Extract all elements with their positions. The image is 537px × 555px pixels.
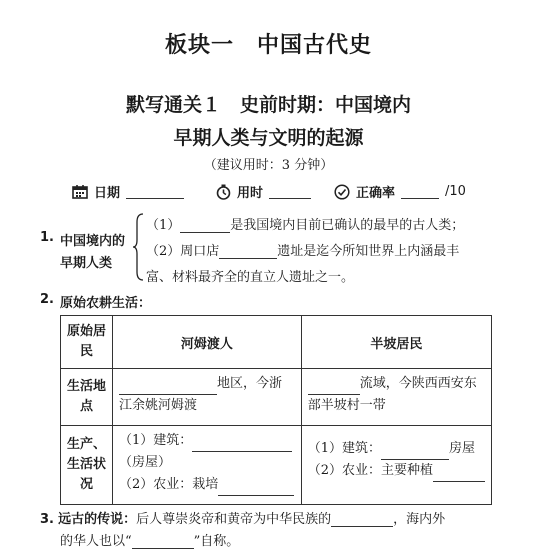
- banpo-production-cell: [301, 426, 491, 505]
- hemudu-location-line2: 江余姚河姆渡: [119, 398, 198, 413]
- q1-blank1[interactable]: [180, 218, 230, 233]
- row-label-location: 生活地点: [61, 369, 113, 426]
- q3-text-part1: 后人尊崇炎帝和黄帝为中华民族的: [136, 512, 332, 527]
- time-field: [216, 182, 311, 201]
- q1-topic-line1: 中国境内的: [60, 234, 126, 249]
- lesson-title-line1: 默写通关１ 史前时期：中国境内: [125, 94, 411, 116]
- banpo-farming-blank[interactable]: [433, 467, 485, 482]
- row-label-production: 生产、生活状况: [61, 426, 113, 505]
- banpo-building-blank[interactable]: [381, 445, 449, 460]
- lesson-title-line2: 早期人类与文明的起源: [173, 127, 364, 149]
- hemudu-farming-blank[interactable]: [218, 481, 294, 496]
- date-label: 日期: [94, 186, 121, 201]
- table-row: [61, 426, 492, 505]
- hemudu-farming-label: （2）农业：栽培: [119, 477, 219, 492]
- q3-line2: [60, 530, 239, 549]
- header-banpo: 半坡居民: [301, 316, 491, 369]
- q1-brace: [132, 212, 144, 282]
- q3-line2-part1: 的华人也以“: [60, 534, 132, 549]
- table-header-row: [61, 316, 492, 369]
- section-title: 板块一 中国古代史: [164, 33, 372, 58]
- q1-number: 1.: [40, 230, 54, 245]
- banpo-building-label: （1）建筑：: [307, 441, 381, 456]
- q3-text-part2: ，海内外: [393, 512, 446, 527]
- hemudu-building-blank[interactable]: [192, 437, 292, 452]
- accuracy-total: /10: [445, 184, 466, 199]
- q1-item2-suffix: 遗址是迄今所知世界上内涵最丰: [277, 244, 460, 259]
- hemudu-location-suffix: 地区，今浙: [217, 376, 283, 391]
- accuracy-field: [334, 182, 466, 201]
- q3-blank1[interactable]: [331, 512, 393, 527]
- header-hemudu: 河姆渡人: [113, 316, 302, 369]
- header-residents: 原始居民: [61, 316, 113, 369]
- q1-item1-prefix: （1）: [146, 218, 181, 233]
- q3-line2-part2: ”自称。: [193, 534, 240, 549]
- table-row: [61, 369, 492, 426]
- hemudu-location-blank[interactable]: [119, 380, 217, 395]
- q3-blank2[interactable]: [132, 534, 194, 549]
- checkmark-icon: [334, 184, 350, 200]
- q1-topic-line2: 早期人类: [60, 256, 113, 271]
- date-field: [72, 182, 184, 201]
- q1-item1-suffix: 是我国境内目前已确认的最早的古人类；: [230, 218, 465, 233]
- banpo-farming-label: （2）农业：主要种植: [307, 463, 433, 478]
- hemudu-building-label: （1）建筑：: [119, 433, 193, 448]
- accuracy-label: 正确率: [356, 186, 396, 201]
- q1-item2-prefix: （2）周口店: [146, 244, 220, 259]
- calendar-icon: [72, 184, 88, 199]
- q3-label: 远古的传说：: [58, 512, 137, 527]
- q1-item2-line2: 富、材料最齐全的直立人遗址之一。: [146, 270, 355, 285]
- stopwatch-icon: [216, 184, 231, 200]
- hemudu-building-suffix: （房屋）: [119, 455, 172, 470]
- hemudu-production-cell: [113, 426, 302, 505]
- time-label: 用时: [237, 186, 264, 201]
- q2-number: 2.: [40, 292, 54, 307]
- farming-table: [60, 315, 492, 505]
- banpo-location-line2: 部半坡村一带: [307, 398, 386, 413]
- banpo-building-suffix: 房屋: [448, 441, 475, 456]
- q3-line1: [40, 508, 445, 527]
- accuracy-blank[interactable]: [401, 184, 439, 199]
- banpo-location-blank[interactable]: [308, 380, 360, 395]
- hemudu-location-cell: [113, 369, 302, 426]
- q1-item1: [146, 214, 464, 233]
- time-blank[interactable]: [269, 184, 311, 199]
- q2-title: 原始农耕生活：: [60, 296, 152, 311]
- banpo-location-cell: [301, 369, 491, 426]
- date-blank[interactable]: [126, 184, 184, 199]
- q1-item2: [146, 240, 459, 259]
- q1-blank2[interactable]: [219, 244, 277, 259]
- q3-number: 3.: [40, 512, 54, 527]
- suggested-time: （建议用时：3 分钟）: [203, 158, 334, 173]
- banpo-location-suffix: 流域，今陕西西安东: [359, 376, 477, 391]
